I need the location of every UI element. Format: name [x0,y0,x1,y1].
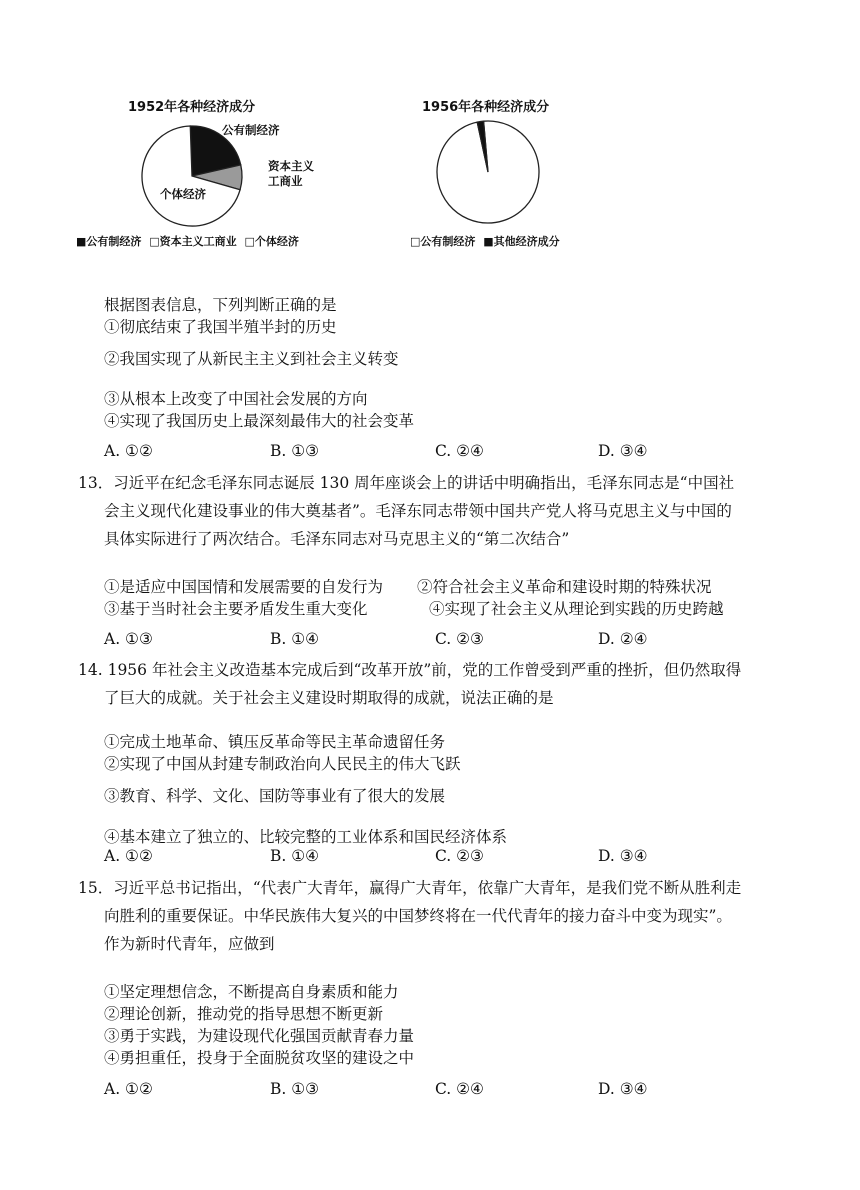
q14-line-2: 了巨大的成就。关于社会主义建设时期取得的成就，说法正确的是 [104,689,554,707]
q15-option-c[interactable]: C. ②④ [435,1080,484,1098]
q14-item-1: ①完成土地革命、镇压反革命等民主革命遗留任务 [104,733,446,751]
chart-1956-legend [410,233,560,249]
legend-swatch-white: □ [244,235,255,248]
q15-line-1: 15．习近平总书记指出，“代表广大青年，赢得广大青年，依靠广大青年，是我们党不断从胜利走 [78,879,742,897]
q15-item-1: ①坚定理想信念，不断提高自身素质和能力 [104,983,399,1001]
q13-item-3: ③基于当时社会主要矛盾发生重大变化 [104,600,368,618]
q13-option-b[interactable]: B. ①④ [270,630,320,648]
q13-option-c[interactable]: C. ②③ [435,630,484,648]
chart-1952-legend [76,233,299,249]
q13-item-2: ②符合社会主义革命和建设时期的特殊状况 [417,578,712,596]
q13-line-1: 13．习近平在纪念毛泽东同志诞辰 130 周年座谈会上的讲话中明确指出，毛泽东同志是“中国社 [78,474,735,492]
q13-line-3: 具体实际进行了两次结合。毛泽东同志对马克思主义的“第二次结合” [104,530,570,548]
q12-option-d[interactable]: D. ③④ [598,442,648,460]
q14-option-a[interactable]: A. ①② [104,847,153,865]
slice-label-capitalist-2: 工商业 [268,174,303,188]
slice-label-individual: 个体经济 [160,187,206,201]
q15-line-3: 作为新时代青年，应做到 [104,935,275,953]
legend-label-individual: 个体经济 [254,235,299,248]
legend-label-other: 其他经济成分 [493,235,560,248]
q14-item-4: ④基本建立了独立的、比较完整的工业体系和国民经济体系 [104,828,508,846]
chart-1952-title: 1952年各种经济成分 [128,100,256,115]
slice-label-capitalist-1: 资本主义 [268,159,314,173]
q14-item-3: ③教育、科学、文化、国防等事业有了很大的发展 [104,787,446,805]
legend-label-public: 公有制经济 [420,235,476,248]
q15-option-a[interactable]: A. ①② [104,1080,153,1098]
q13-item-1: ①是适应中国国情和发展需要的自发行为 [104,578,384,596]
chart-1956-title: 1956年各种经济成分 [422,100,550,115]
legend-swatch-gray: □ [149,235,160,248]
q13-item-4: ④实现了社会主义从理论到实践的历史跨越 [429,600,724,618]
q15-option-d[interactable]: D. ③④ [598,1080,648,1098]
q12-option-c[interactable]: C. ②④ [435,442,484,460]
q12-item-4: ④实现了我国历史上最深刻最伟大的社会变革 [104,412,415,430]
q12-stem: 根据图表信息，下列判断正确的是 [104,296,337,314]
q14-item-2: ②实现了中国从封建专制政治向人民民主的伟大飞跃 [104,755,461,773]
q12-item-1: ①彻底结束了我国半殖半封的历史 [104,318,337,336]
q14-option-d[interactable]: D. ③④ [598,847,648,865]
legend-label-capitalist: 资本主义工商业 [159,235,237,248]
pie-chart-1956 [420,106,560,236]
q12-item-3: ③从根本上改变了中国社会发展的方向 [104,390,368,408]
q15-item-2: ②理论创新，推动党的指导思想不断更新 [104,1005,384,1023]
q15-item-4: ④勇担重任，投身于全面脱贫攻坚的建设之中 [104,1049,415,1067]
q12-item-2: ②我国实现了从新民主主义到社会主义转变 [104,350,399,368]
q12-option-a[interactable]: A. ①② [104,442,153,460]
q13-option-d[interactable]: D. ②④ [598,630,648,648]
legend-swatch-white: □ [410,235,421,248]
q15-item-3: ③勇于实践，为建设现代化强国贡献青春力量 [104,1027,415,1045]
legend-label-public: 公有制经济 [86,235,142,248]
slice-label-public: 公有制经济 [222,123,280,137]
q12-option-b[interactable]: B. ①③ [270,442,320,460]
q14-option-b[interactable]: B. ①④ [270,847,320,865]
q15-option-b[interactable]: B. ①③ [270,1080,320,1098]
q15-line-2: 向胜利的重要保证。中华民族伟大复兴的中国梦终将在一代代青年的接力奋斗中变为现实”。 [104,907,732,925]
q14-option-c[interactable]: C. ②③ [435,847,484,865]
q13-line-2: 会主义现代化建设事业的伟大奠基者”。毛泽东同志带领中国共产党人将马克思主义与中国的 [104,502,732,520]
legend-swatch-black: ■ [483,235,494,248]
q14-line-1: 14. 1956 年社会主义改造基本完成后到“改革开放”前，党的工作曾受到严重的挫折，但仍然取得 [78,661,742,679]
q13-option-a[interactable]: A. ①③ [104,630,153,648]
legend-swatch-black: ■ [76,235,87,248]
